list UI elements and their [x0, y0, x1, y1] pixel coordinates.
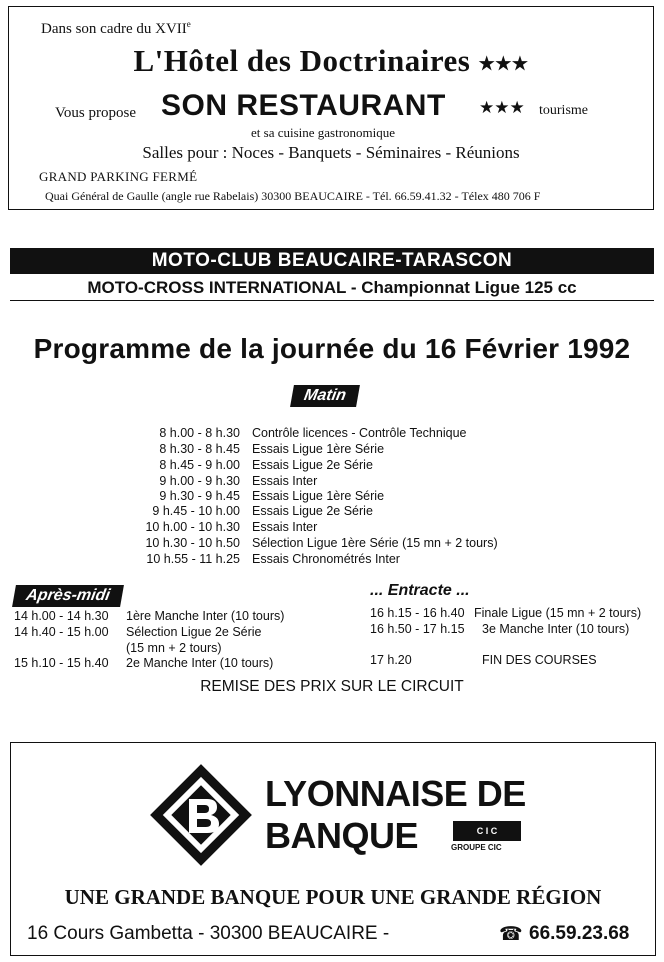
schedule-time: 10 h.55 - 11 h.25 — [146, 552, 240, 566]
schedule-desc: 2e Manche Inter (10 tours) — [126, 656, 274, 670]
event-championship: - Championnat Ligue 125 cc — [346, 278, 577, 297]
bank-advertisement — [10, 742, 656, 956]
hotel-restaurant: SON RESTAURANT — [161, 89, 446, 122]
hotel-stars: ★★★ — [478, 53, 529, 74]
schedule-time: 9 h.45 - 10 h.00 — [152, 504, 240, 518]
schedule-row — [14, 609, 285, 624]
restaurant-stars: ★★★ — [479, 98, 525, 117]
hotel-intro-text: Dans son cadre du XVII — [41, 21, 187, 37]
afternoon-tag — [12, 585, 124, 607]
schedule-row — [14, 656, 274, 671]
schedule-desc: Essais Ligue 2e Série — [252, 458, 373, 472]
schedule-time: 16 h.50 - 17 h.15 — [370, 622, 465, 636]
hotel-address: Quai Général de Gaulle (angle rue Rabelais) 30300 BEAUCAIRE - Tél. 66.59.41.32 - Télex 480 706 F — [45, 189, 541, 203]
hotel-parking: GRAND PARKING FERMÉ — [39, 169, 198, 184]
phone-icon: ☎ — [499, 924, 523, 945]
schedule-row — [14, 625, 262, 640]
schedule-time: 17 h.20 — [370, 653, 412, 667]
schedule-time: 10 h.30 - 10 h.50 — [145, 536, 240, 550]
schedule-desc: Essais Ligue 1ère Série — [252, 489, 385, 503]
schedule-desc: Essais Ligue 2e Série — [252, 504, 373, 518]
schedule-row — [370, 622, 630, 637]
schedule-desc: FIN DES COURSES — [482, 653, 597, 667]
schedule-time: 16 h.15 - 16 h.40 — [370, 606, 465, 620]
bank-name-line2: BANQUE — [265, 815, 419, 856]
event-name: MOTO-CROSS INTERNATIONAL — [87, 278, 347, 297]
schedule-row — [370, 653, 597, 668]
schedule-time: 14 h.40 - 15 h.00 — [14, 625, 109, 639]
schedule-time: 10 h.00 - 10 h.30 — [145, 520, 240, 534]
bank-address: 16 Cours Gambetta - 30300 BEAUCAIRE - — [27, 923, 390, 944]
schedule-desc: Sélection Ligue 1ère Série (15 mn + 2 tours) — [252, 536, 498, 550]
hotel-cuisine: et sa cuisine gastronomique — [251, 125, 396, 140]
hotel-name-text: L'Hôtel des Doctrinaires — [133, 43, 471, 78]
schedule-desc: Essais Inter — [252, 474, 318, 488]
bank-logo-icon — [149, 763, 253, 867]
hotel-advertisement — [8, 6, 654, 210]
schedule-desc: Essais Chronométrés Inter — [252, 552, 400, 566]
program-title: Programme de la journée du 16 Février 1992 — [33, 333, 631, 364]
schedule-desc: Finale Ligue (15 mn + 2 tours) — [474, 606, 642, 620]
intermission-title: ... Entracte ... — [370, 582, 470, 599]
morning-label: Matin — [302, 387, 348, 404]
schedule-time: 15 h.10 - 15 h.40 — [14, 656, 109, 670]
event-line — [10, 276, 654, 301]
schedule-desc: Essais Ligue 1ère Série — [252, 442, 385, 456]
morning-tag — [290, 385, 360, 407]
schedule-time: 8 h.30 - 8 h.45 — [159, 442, 240, 456]
schedule-time: 8 h.45 - 9 h.00 — [159, 458, 240, 472]
hotel-intro-sup: e — [186, 19, 191, 29]
cic-logo: C I C — [453, 821, 521, 841]
bank-phone: 66.59.23.68 — [529, 923, 630, 944]
club-banner: MOTO-CLUB BEAUCAIRE-TARASCON — [10, 248, 654, 274]
bank-slogan: UNE GRANDE BANQUE POUR UNE GRANDE RÉGION — [64, 885, 602, 909]
afternoon-label: Après-midi — [24, 587, 112, 604]
schedule-row — [370, 606, 642, 621]
schedule-desc: 3e Manche Inter (10 tours) — [482, 622, 630, 636]
hotel-tourism: tourisme — [539, 103, 588, 118]
schedule-desc: Sélection Ligue 2e Série — [126, 625, 262, 639]
schedule-time: 8 h.00 - 8 h.30 — [159, 426, 240, 440]
schedule-desc: Essais Inter — [252, 520, 318, 534]
schedule-time: 14 h.00 - 14 h.30 — [14, 609, 109, 623]
cic-label: GROUPE CIC — [451, 843, 502, 852]
hotel-name — [9, 43, 653, 79]
schedule-desc: Contrôle licences - Contrôle Technique — [252, 426, 467, 440]
schedule-time: 9 h.00 - 9 h.30 — [159, 474, 240, 488]
bank-name-line1: LYONNAISE DE — [265, 773, 526, 814]
hotel-rooms: Salles pour : Noces - Banquets - Séminaires - Réunions — [142, 143, 520, 162]
schedule-time: 9 h.30 - 9 h.45 — [159, 489, 240, 503]
schedule-desc: (15 mn + 2 tours) — [126, 641, 222, 655]
schedule-desc: 1ère Manche Inter (10 tours) — [126, 609, 285, 623]
hotel-proposes: Vous propose — [55, 105, 136, 121]
hotel-intro — [41, 19, 191, 38]
prize-ceremony: REMISE DES PRIX SUR LE CIRCUIT — [200, 678, 464, 695]
